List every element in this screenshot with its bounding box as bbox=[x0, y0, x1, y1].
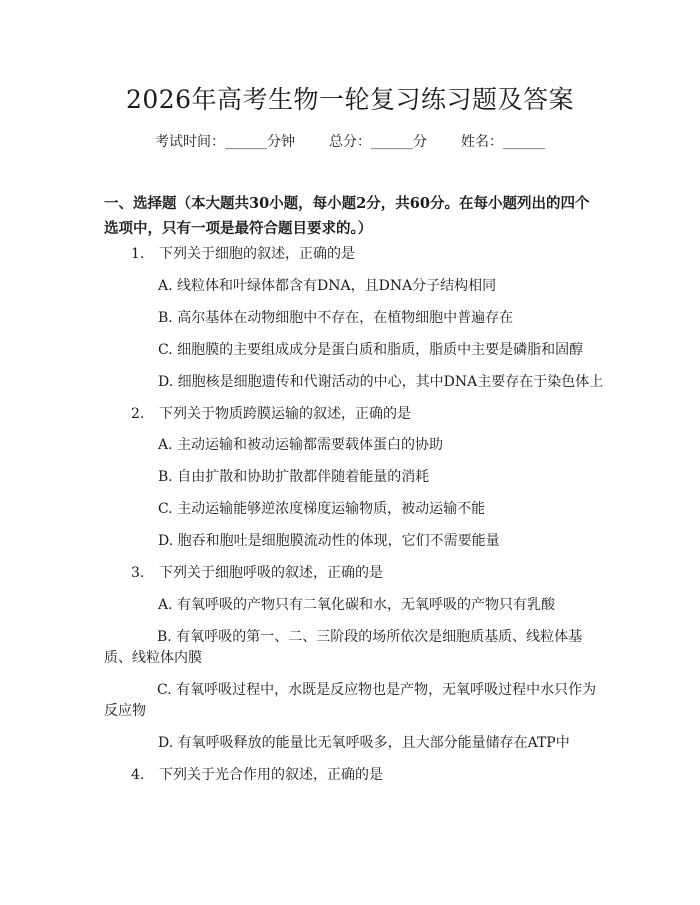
exam-meta bbox=[0, 132, 700, 152]
section-heading: 一、选择题（本大题共30小题，每小题2分，共60分。在每小题列出的四个选项中，只有一项是最符合题目要求的。） bbox=[104, 195, 590, 237]
question-stem bbox=[131, 244, 355, 265]
option-item: C. 主动运输能够逆浓度梯度运输物质，被动运输不能 bbox=[158, 501, 486, 517]
option-item: A. 主动运输和被动运输都需要载体蛋白的协助 bbox=[158, 437, 444, 453]
question-text: 下列关于光合作用的叙述，正确的是 bbox=[159, 767, 383, 783]
question-text: 下列关于物质跨膜运输的叙述，正确的是 bbox=[159, 406, 411, 422]
question-stem bbox=[131, 765, 383, 786]
option-item: B. 有氧呼吸的第一、二、三阶段的场所依次是细胞质基质、线粒体基质、线粒体内膜 bbox=[104, 629, 583, 666]
total-score-field: 总分：______分 bbox=[329, 134, 427, 150]
option-item: D. 细胞核是细胞遗传和代谢活动的中心，其中DNA主要存在于染色体上 bbox=[158, 374, 604, 390]
option-item: A. 线粒体和叶绿体都含有DNA，且DNA分子结构相同 bbox=[158, 278, 497, 294]
option-item: C. 有氧呼吸过程中，水既是反应物也是产物，无氧呼吸过程中水只作为反应物 bbox=[104, 682, 597, 719]
question-text: 下列关于细胞的叙述，正确的是 bbox=[159, 246, 355, 262]
student-name-field: 姓名：______ bbox=[461, 134, 545, 150]
question-number: 2. bbox=[131, 406, 145, 422]
question-number: 4. bbox=[131, 767, 145, 783]
question-stem bbox=[131, 404, 411, 425]
option-item: D. 有氧呼吸释放的能量比无氧呼吸多，且大部分能量储存在ATP中 bbox=[158, 735, 570, 751]
question-text: 下列关于细胞呼吸的叙述，正确的是 bbox=[159, 565, 383, 581]
option-item: A. 有氧呼吸的产物只有二氧化碳和水，无氧呼吸的产物只有乳酸 bbox=[158, 597, 556, 613]
option-item: D. 胞吞和胞吐是细胞膜流动性的体现，它们不需要能量 bbox=[158, 533, 500, 549]
question-number: 3. bbox=[131, 565, 145, 581]
document-title: 2026年高考生物一轮复习练习题及答案 bbox=[125, 85, 575, 114]
question-number: 1. bbox=[131, 246, 145, 262]
option-item: C. 细胞膜的主要组成成分是蛋白质和脂质，脂质中主要是磷脂和固醇 bbox=[158, 342, 584, 358]
question-stem bbox=[131, 563, 383, 584]
option-item: B. 自由扩散和协助扩散都伴随着能量的消耗 bbox=[158, 469, 430, 485]
option-item: B. 高尔基体在动物细胞中不存在，在植物细胞中普遍存在 bbox=[158, 310, 514, 326]
exam-time-field: 考试时间：______分钟 bbox=[155, 134, 295, 150]
